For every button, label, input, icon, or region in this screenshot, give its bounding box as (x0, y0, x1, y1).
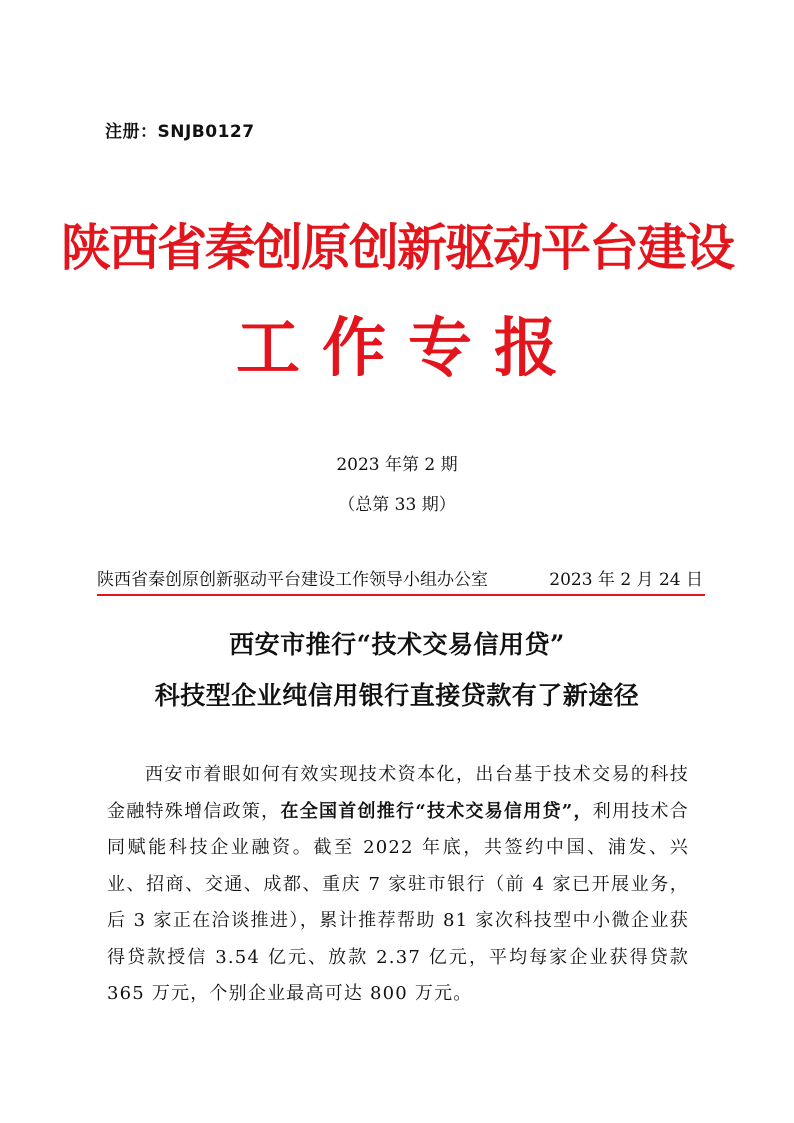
article-title-line-2: 科技型企业纯信用银行直接贷款有了新途径 (154, 681, 640, 710)
paragraph-text-part-2: 利用技术合同赋能科技企业融资。截至 2022 年底，共签约中国、浦发、兴业、招商、交通、成都、重庆 7 家驻市银行（前 4 家已开展业务，后 3 家正在洽谈推进），累计推荐帮助 81 家次科技型中小微企业获得贷款授信 3.54 亿元、放款 2.37 亿元，平均每家企业获得贷款 365 万元，个别企业最高可达 800 万元。 (107, 800, 690, 1004)
masthead-subtitle: 工作专报 (236, 311, 580, 386)
article-paragraph (107, 757, 689, 1013)
issue-number: 2023 年第 2 期 (336, 455, 458, 475)
paragraph-emphasis: 在全国首创推行“技术交易信用贷”， (280, 800, 593, 822)
red-divider (97, 594, 705, 596)
issuer-line (97, 565, 703, 590)
article-title-line-1: 西安市推行“技术交易信用贷” (229, 630, 565, 659)
issue-date: 2023 年 2 月 24 日 (549, 570, 703, 590)
masthead-title: 陕西省秦创原创新驱动平台建设 (61, 218, 733, 277)
issuer-office: 陕西省秦创原创新驱动平台建设工作领导小组办公室 (97, 570, 488, 590)
registration-number: 注册：SNJB0127 (105, 122, 255, 142)
issue-total: （总第 33 期） (338, 495, 456, 515)
paragraph-text-part-1: 西安市着眼如何有效实现技术资本化，出台基于技术交易的科技金融特殊增信政策， (107, 764, 689, 822)
